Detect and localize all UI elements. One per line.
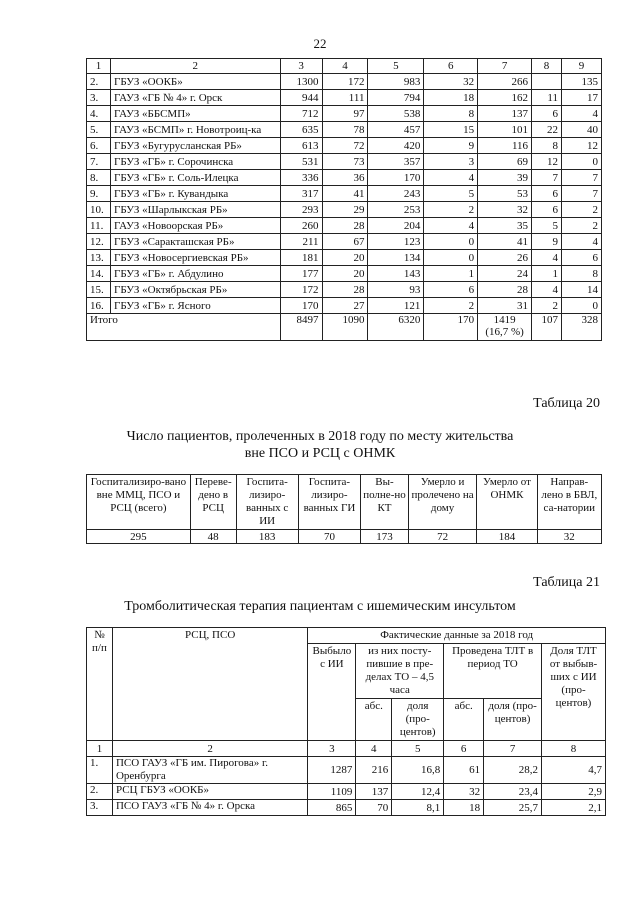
table-cell: 7 — [532, 170, 562, 186]
table-cell: 317 — [280, 186, 322, 202]
table21-org-cell: ПСО ГАУЗ «ГБ им. Пирогова» г. Оренбурга — [112, 757, 307, 784]
table21-cell: 137 — [356, 784, 392, 800]
total-cell: 328 — [562, 314, 602, 341]
table21-col-number: 6 — [444, 741, 484, 757]
table21-h-within: из них посту-пившие в пре-делах ТО – 4,5 часа — [356, 644, 444, 699]
org-name-cell: ГБУЗ «Саракташская РБ» — [110, 234, 280, 250]
table-cell: 635 — [280, 122, 322, 138]
table-cell: 15 — [424, 122, 478, 138]
table-row — [87, 106, 602, 122]
total-label: Итого — [87, 314, 281, 341]
table-row — [87, 266, 602, 282]
table-cell: 266 — [478, 74, 532, 90]
table-cell: 4 — [532, 282, 562, 298]
org-name-cell: ГБУЗ «ГБ» г. Соль-Илецка — [110, 170, 280, 186]
table-cell: 0 — [562, 154, 602, 170]
table21-cell: 216 — [356, 757, 392, 784]
table-cell: 5 — [532, 218, 562, 234]
table-cell: 712 — [280, 106, 322, 122]
table21-cell: 1287 — [308, 757, 356, 784]
table-cell: 6 — [562, 250, 602, 266]
page-number: 22 — [313, 36, 327, 51]
table21-col-numbers-row — [87, 741, 606, 757]
table-header-cell: 6 — [424, 59, 478, 74]
table20-label: Таблица 20 — [533, 396, 600, 411]
table-cell: 28 — [478, 282, 532, 298]
table-header-cell: 2 — [110, 59, 280, 74]
table-cell: 12. — [87, 234, 111, 250]
table-cell: 204 — [368, 218, 424, 234]
table-header-cell: 1 — [87, 59, 111, 74]
table-cell: 7. — [87, 154, 111, 170]
table-cell: 22 — [532, 122, 562, 138]
table-cell: 111 — [322, 90, 368, 106]
table20-header-row — [87, 475, 602, 530]
table-cell: 1 — [424, 266, 478, 282]
hospital-stats-table — [86, 58, 602, 341]
table21-cell: 3. — [87, 800, 113, 816]
table-row — [87, 250, 602, 266]
table21-cell: 25,7 — [484, 800, 542, 816]
table21-cell: 12,4 — [392, 784, 444, 800]
table-cell: 2 — [424, 202, 478, 218]
table-cell: 260 — [280, 218, 322, 234]
table21-h-abs: абс. — [356, 699, 392, 741]
table-cell: 121 — [368, 298, 424, 314]
org-name-cell: ГБУЗ «Октябрьская РБ» — [110, 282, 280, 298]
table-cell: 6 — [532, 186, 562, 202]
table-cell: 357 — [368, 154, 424, 170]
table20-value-cell: 72 — [408, 530, 477, 544]
table21-h-tlt: Проведена ТЛТ в период ТО — [444, 644, 542, 699]
table20-title-line2: вне ПСО и РСЦ с ОНМК — [244, 446, 396, 461]
table21-h-org: РСЦ, ПСО — [112, 628, 307, 741]
table21-org-cell: ПСО ГАУЗ «ГБ № 4» г. Орска — [112, 800, 307, 816]
table20-value-cell: 295 — [87, 530, 191, 544]
table-cell: 983 — [368, 74, 424, 90]
table-cell: 12 — [562, 138, 602, 154]
table21-h-abs2: абс. — [444, 699, 484, 741]
table21-row — [87, 800, 606, 816]
table21-cell: 8,1 — [392, 800, 444, 816]
table21-cell: 23,4 — [484, 784, 542, 800]
total-value: 1419 — [493, 314, 516, 326]
table-cell: 41 — [322, 186, 368, 202]
table-cell: 72 — [322, 138, 368, 154]
org-name-cell: ГБУЗ «ГБ» г. Ясного — [110, 298, 280, 314]
table-cell: 11. — [87, 218, 111, 234]
table21-cell: 2,9 — [542, 784, 606, 800]
table21-cell: 70 — [356, 800, 392, 816]
table20-header-cell: Направ-лено в БВЛ, са-натории — [537, 475, 601, 530]
total-cell — [478, 314, 532, 341]
table21-label: Таблица 21 — [533, 575, 600, 590]
table-cell: 3 — [424, 154, 478, 170]
org-name-cell: ГБУЗ «ГБ» г. Сорочинска — [110, 154, 280, 170]
table-row — [87, 138, 602, 154]
table-cell — [532, 74, 562, 90]
table-cell: 116 — [478, 138, 532, 154]
table-cell: 613 — [280, 138, 322, 154]
table-row — [87, 170, 602, 186]
table-row — [87, 298, 602, 314]
table21-cell: 2,1 — [542, 800, 606, 816]
table20-header-cell: Госпита-лизиро-ванных ГИ — [298, 475, 360, 530]
table21-col-number: 8 — [542, 741, 606, 757]
table-cell: 8 — [532, 138, 562, 154]
table-cell: 2 — [424, 298, 478, 314]
table-header-cell: 4 — [322, 59, 368, 74]
table21-h-share: Доля ТЛТ от выбыв-ших с ИИ (про-центов) — [542, 644, 606, 741]
table-cell: 794 — [368, 90, 424, 106]
table-cell: 97 — [322, 106, 368, 122]
table21-row — [87, 784, 606, 800]
total-cell: 1090 — [322, 314, 368, 341]
table-cell: 10. — [87, 202, 111, 218]
table-cell: 2 — [562, 218, 602, 234]
table20 — [86, 474, 602, 544]
table-cell: 32 — [424, 74, 478, 90]
table-row — [87, 218, 602, 234]
table-cell: 336 — [280, 170, 322, 186]
table-cell: 67 — [322, 234, 368, 250]
table-cell: 20 — [322, 266, 368, 282]
org-name-cell: ГАУЗ «Новоорская РБ» — [110, 218, 280, 234]
org-name-cell: ГБУЗ «Шарлыкская РБ» — [110, 202, 280, 218]
total-cell: 8497 — [280, 314, 322, 341]
table-cell: 420 — [368, 138, 424, 154]
table-cell: 5 — [424, 186, 478, 202]
table-header-row — [87, 59, 602, 74]
org-name-cell: ГАУЗ «БСМП» г. Новотроиц-ка — [110, 122, 280, 138]
table21-col-number: 4 — [356, 741, 392, 757]
table21-org-cell: РСЦ ГБУЗ «ООКБ» — [112, 784, 307, 800]
table21-col-number: 3 — [308, 741, 356, 757]
org-name-cell: ГБУЗ «ГБ» г. Абдулино — [110, 266, 280, 282]
table21-h-pct2: доля (про-центов) — [484, 699, 542, 741]
table-cell: 177 — [280, 266, 322, 282]
table21-col-number: 7 — [484, 741, 542, 757]
table-cell: 24 — [478, 266, 532, 282]
table-header-cell: 9 — [562, 59, 602, 74]
table-cell: 39 — [478, 170, 532, 186]
table-cell: 101 — [478, 122, 532, 138]
org-name-cell: ГБУЗ «ГБ» г. Кувандыка — [110, 186, 280, 202]
org-name-cell: ГАУЗ «ГБ № 4» г. Орск — [110, 90, 280, 106]
table-cell: 538 — [368, 106, 424, 122]
table-cell: 16. — [87, 298, 111, 314]
table20-header-cell: Вы-полне-но КТ — [361, 475, 409, 530]
total-cell: 170 — [424, 314, 478, 341]
table21-cell: 1. — [87, 757, 113, 784]
table21-cell: 2. — [87, 784, 113, 800]
total-cell: 107 — [532, 314, 562, 341]
table-cell: 4 — [424, 170, 478, 186]
table-cell: 93 — [368, 282, 424, 298]
table-cell: 31 — [478, 298, 532, 314]
table-cell: 2 — [562, 202, 602, 218]
table21-title: Тромболитическая терапия пациентам с ишемическим инсультом — [124, 599, 516, 614]
table20-header-cell: Умерло и пролечено на дому — [408, 475, 477, 530]
table-cell: 12 — [532, 154, 562, 170]
table-header-cell: 3 — [280, 59, 322, 74]
table-cell: 1 — [532, 266, 562, 282]
table-cell: 20 — [322, 250, 368, 266]
table20-value-cell: 184 — [477, 530, 537, 544]
table21-cell: 16,8 — [392, 757, 444, 784]
table-cell: 40 — [562, 122, 602, 138]
table-cell: 14 — [562, 282, 602, 298]
table-cell: 135 — [562, 74, 602, 90]
table-cell: 28 — [322, 218, 368, 234]
table-cell: 8. — [87, 170, 111, 186]
table-header-cell: 5 — [368, 59, 424, 74]
table-cell: 28 — [322, 282, 368, 298]
table-cell: 11 — [532, 90, 562, 106]
table21-h-discharged: Выбыло с ИИ — [308, 644, 356, 741]
table-cell: 4. — [87, 106, 111, 122]
table-cell: 7 — [562, 186, 602, 202]
table21-h-pct: доля (про-центов) — [392, 699, 444, 741]
total-cell: 6320 — [368, 314, 424, 341]
table21-row — [87, 757, 606, 784]
table20-value-cell: 70 — [298, 530, 360, 544]
table21-cell: 18 — [444, 800, 484, 816]
table-cell: 170 — [368, 170, 424, 186]
table20-value-cell: 32 — [537, 530, 601, 544]
table-cell: 123 — [368, 234, 424, 250]
table20-value-cell: 48 — [190, 530, 236, 544]
table-cell: 6 — [532, 106, 562, 122]
table21-h-group: Фактические данные за 2018 год — [308, 628, 606, 644]
table21-cell: 1109 — [308, 784, 356, 800]
table-cell: 8 — [562, 266, 602, 282]
hospital-stats-body — [87, 59, 602, 341]
table-header-cell: 8 — [532, 59, 562, 74]
table-cell: 253 — [368, 202, 424, 218]
table21-cell: 865 — [308, 800, 356, 816]
table20-values-row — [87, 530, 602, 544]
table-cell: 944 — [280, 90, 322, 106]
table-cell: 35 — [478, 218, 532, 234]
table-cell: 137 — [478, 106, 532, 122]
table-cell: 9. — [87, 186, 111, 202]
table-row — [87, 74, 602, 90]
table-cell: 0 — [562, 298, 602, 314]
table-cell: 5. — [87, 122, 111, 138]
table-row — [87, 154, 602, 170]
table-cell: 457 — [368, 122, 424, 138]
table21-col-number: 5 — [392, 741, 444, 757]
org-name-cell: ГАУЗ «ББСМП» — [110, 106, 280, 122]
table-row — [87, 202, 602, 218]
table21-body — [87, 741, 606, 816]
table-cell: 162 — [478, 90, 532, 106]
table-cell: 9 — [424, 138, 478, 154]
table-cell: 172 — [280, 282, 322, 298]
table-cell: 36 — [322, 170, 368, 186]
table-cell: 293 — [280, 202, 322, 218]
table-cell: 6 — [424, 282, 478, 298]
table-cell: 170 — [280, 298, 322, 314]
table-cell: 134 — [368, 250, 424, 266]
table-cell: 4 — [562, 106, 602, 122]
table-cell: 15. — [87, 282, 111, 298]
table-row — [87, 282, 602, 298]
table-cell: 73 — [322, 154, 368, 170]
table-row — [87, 234, 602, 250]
total-row — [87, 314, 602, 341]
table-cell: 6. — [87, 138, 111, 154]
table-cell: 18 — [424, 90, 478, 106]
org-name-cell: ГБУЗ «ООКБ» — [110, 74, 280, 90]
table-cell: 14. — [87, 266, 111, 282]
table-cell: 27 — [322, 298, 368, 314]
table-cell: 53 — [478, 186, 532, 202]
table-cell: 32 — [478, 202, 532, 218]
table20-header-cell: Переве-дено в РСЦ — [190, 475, 236, 530]
table-cell: 6 — [532, 202, 562, 218]
table-cell: 7 — [562, 170, 602, 186]
table21-col-number: 1 — [87, 741, 113, 757]
table-cell: 3. — [87, 90, 111, 106]
table-row — [87, 90, 602, 106]
table-cell: 29 — [322, 202, 368, 218]
table20-title-line1: Число пациентов, пролеченных в 2018 году по месту жительства — [126, 429, 514, 444]
table21 — [86, 627, 606, 816]
table-cell: 143 — [368, 266, 424, 282]
table-cell: 13. — [87, 250, 111, 266]
table-cell: 0 — [424, 250, 478, 266]
table-cell: 2 — [532, 298, 562, 314]
table20-value-cell: 173 — [361, 530, 409, 544]
table21-cell: 4,7 — [542, 757, 606, 784]
table-cell: 2. — [87, 74, 111, 90]
table-cell: 69 — [478, 154, 532, 170]
table21-h-num: № п/п — [87, 628, 113, 741]
table-cell: 0 — [424, 234, 478, 250]
table-cell: 17 — [562, 90, 602, 106]
table-cell: 1300 — [280, 74, 322, 90]
table-cell: 4 — [424, 218, 478, 234]
table-row — [87, 122, 602, 138]
table21-cell: 61 — [444, 757, 484, 784]
total-percent-note: (16,7 %) — [485, 326, 524, 338]
org-name-cell: ГБУЗ «Бугурусланская РБ» — [110, 138, 280, 154]
org-name-cell: ГБУЗ «Новосергиевская РБ» — [110, 250, 280, 266]
table-cell: 78 — [322, 122, 368, 138]
table20-header-cell: Умерло от ОНМК — [477, 475, 537, 530]
table21-cell: 28,2 — [484, 757, 542, 784]
table-cell: 9 — [532, 234, 562, 250]
table-cell: 26 — [478, 250, 532, 266]
table-cell: 41 — [478, 234, 532, 250]
table-cell: 531 — [280, 154, 322, 170]
table21-col-number: 2 — [112, 741, 307, 757]
table20-value-cell: 183 — [236, 530, 298, 544]
table-cell: 243 — [368, 186, 424, 202]
table21-cell: 32 — [444, 784, 484, 800]
table-cell: 4 — [562, 234, 602, 250]
table-cell: 8 — [424, 106, 478, 122]
table-cell: 4 — [532, 250, 562, 266]
table-header-cell: 7 — [478, 59, 532, 74]
table20-header-cell: Госпитализиро-вано вне ММЦ, ПСО и РСЦ (всего) — [87, 475, 191, 530]
table-cell: 181 — [280, 250, 322, 266]
table-cell: 172 — [322, 74, 368, 90]
table20-header-cell: Госпита-лизиро-ванных с ИИ — [236, 475, 298, 530]
table-row — [87, 186, 602, 202]
table-cell: 211 — [280, 234, 322, 250]
